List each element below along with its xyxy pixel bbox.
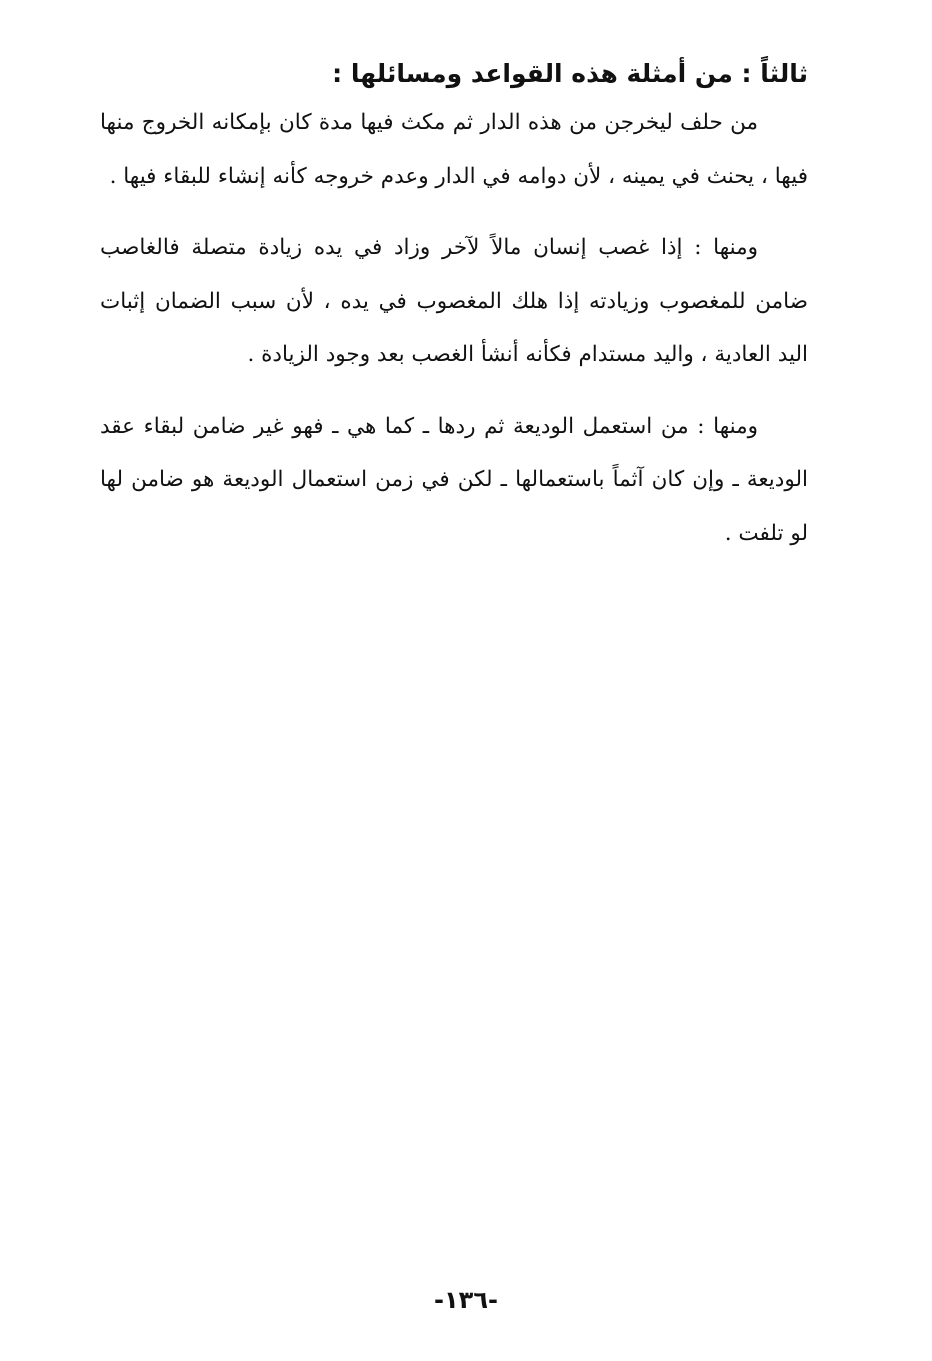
paragraph-2 bbox=[100, 221, 808, 382]
page-number: -١٣٦- bbox=[434, 1286, 498, 1314]
section-heading: ثالثاً : من أمثلة هذه القواعد ومسائلها : bbox=[332, 59, 808, 88]
paragraph-1 bbox=[100, 96, 808, 203]
paragraph-3 bbox=[100, 400, 808, 561]
paragraph-1-text: من حلف ليخرجن من هذه الدار ثم مكث فيها مدة كان بإمكانه الخروج منها فيها ، يحنث في يمينه ، لأن دوامه في الدار وعدم خروجه كأنه إنشاء للبقاء فيها . bbox=[100, 110, 808, 189]
paragraph-3-text: ومنها : من استعمل الوديعة ثم ردها ـ كما هي ـ فهو غير ضامن لبقاء عقد الوديعة ـ وإن كان آثماً باستعمالها ـ لكن في زمن استعمال الوديعة هو ضامن لها لو تلفت . bbox=[100, 413, 808, 546]
paragraph-2-text: ومنها : إذا غصب إنسان مالاً لآخر وزاد في يده زيادة متصلة فالغاصب ضامن للمغصوب وزيادته إذا هلك المغصوب في يده ، لأن سبب الضمان إثبات اليد العادية ، واليد مستدام فكأنه أنشأ الغصب بعد وجود الزيادة . bbox=[100, 235, 808, 367]
page-body bbox=[100, 52, 808, 578]
